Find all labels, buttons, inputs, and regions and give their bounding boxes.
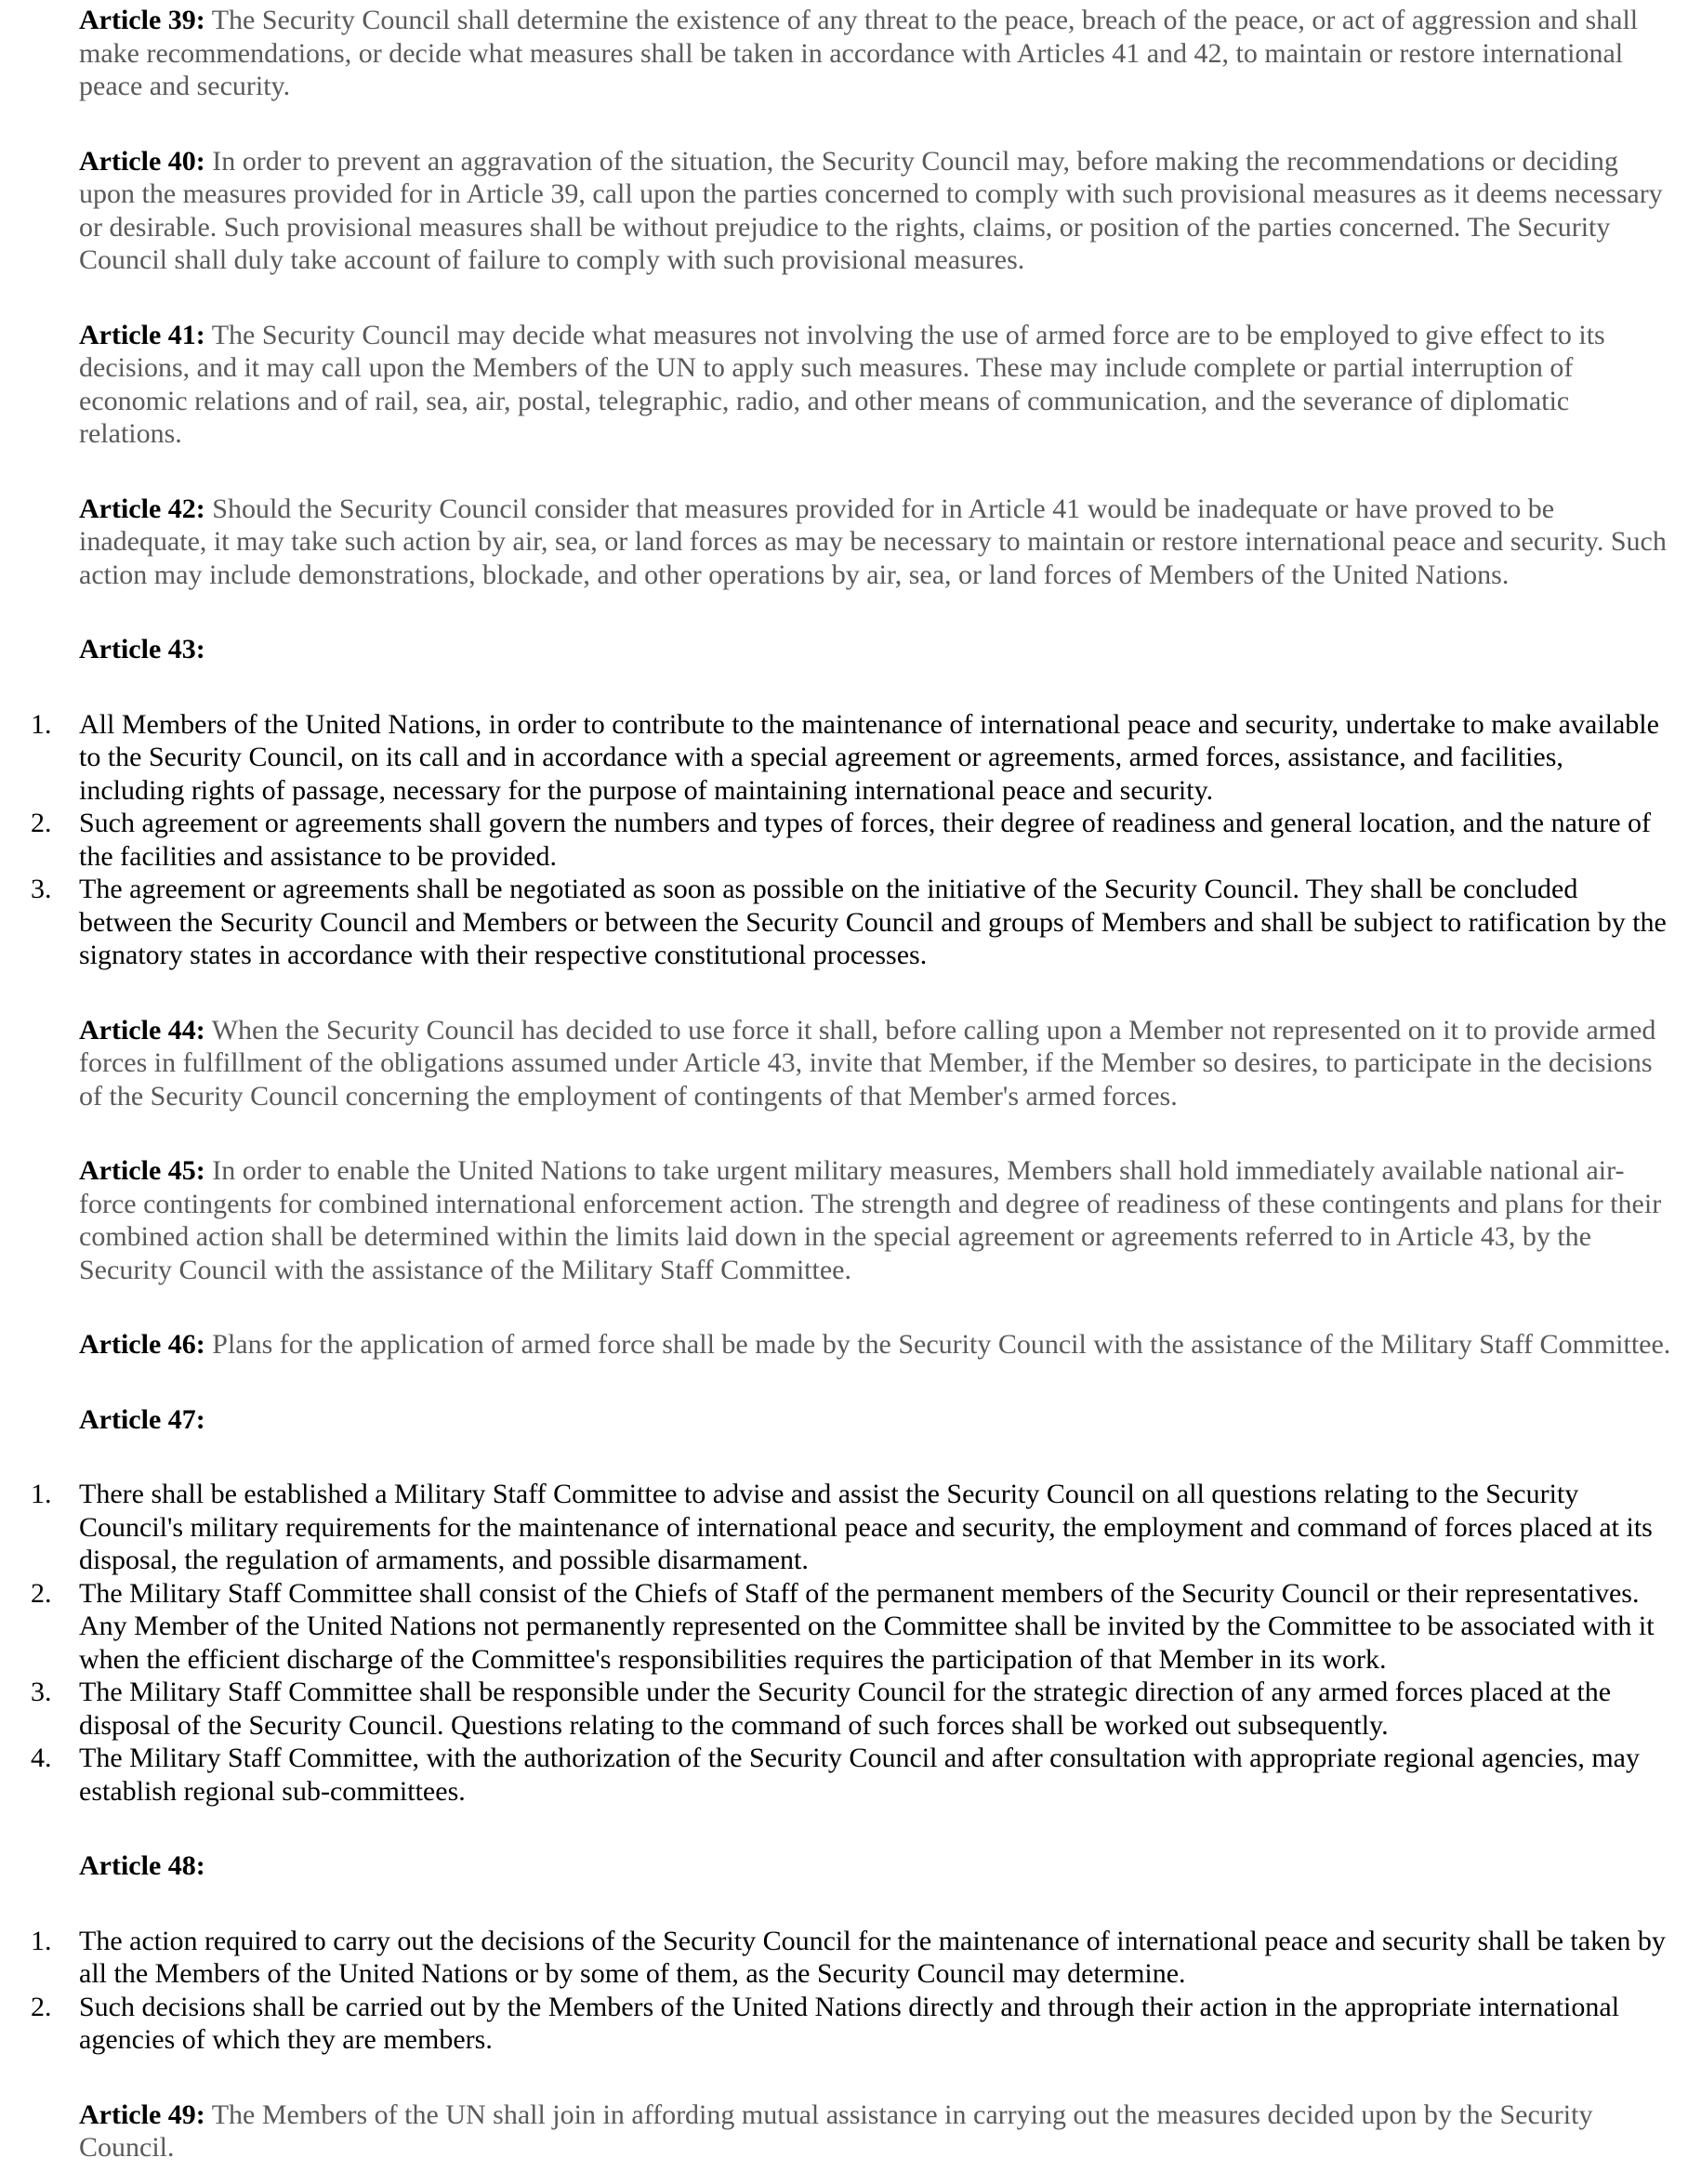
article-48-item-2-text: Such decisions shall be carried out by the Members of the United Nations directly and through their action in the appropriate international agencies of which they are members. bbox=[79, 1991, 1620, 2055]
article-42-paragraph bbox=[79, 493, 1671, 592]
article-49-label: Article 49: bbox=[79, 2098, 205, 2130]
article-45-text: In order to enable the United Nations to take urgent military measures, Members shall hold immediately available national air-force contingents for combined international enforcement action. The strength and degree of readiness of these contingents and plans for their combined action shall be determined within the limits laid down in the special agreement or agreements referred to in Article 43, by the Security Council with the assistance of the Military Staff Committee. bbox=[79, 1155, 1662, 1285]
article-45-label: Article 45: bbox=[79, 1155, 205, 1186]
article-47-item-1 bbox=[31, 1478, 1671, 1577]
article-41-text: The Security Council may decide what measures not involving the use of armed force are to be employed to give effect to its decisions, and it may call upon the Members of the UN to apply such measures. These may include complete or partial interruption of economic relations and of rail, sea, air, postal, telegraphic, radio, and other means of communication, and the severance of diplomatic relations. bbox=[79, 319, 1605, 449]
article-47-item-3-number: 3. bbox=[31, 1677, 52, 1707]
article-46-paragraph bbox=[79, 1328, 1671, 1362]
article-43-list bbox=[31, 708, 1671, 972]
article-43-heading bbox=[79, 633, 1671, 666]
article-41-paragraph bbox=[79, 319, 1671, 451]
article-47-item-3-text: The Military Staff Committee shall be responsible under the Security Council for the strategic direction of any armed forces placed at the disposal of the Security Council. Questions relating to the command of such forces shall be worked out subsequently. bbox=[79, 1677, 1612, 1741]
article-48-list bbox=[31, 1925, 1671, 2057]
article-49-text: The Members of the UN shall join in affording mutual assistance in carrying out the measures decided upon by the Security Council. bbox=[79, 2098, 1593, 2163]
article-47-heading bbox=[79, 1403, 1671, 1437]
article-40-paragraph bbox=[79, 145, 1671, 277]
article-46-text: Plans for the application of armed force shall be made by the Security Council with the assistance of the Military Staff Committee. bbox=[212, 1329, 1671, 1360]
article-47-item-1-text: There shall be established a Military Staff Committee to advise and assist the Security Council on all questions relating to the Security Council's military requirements for the maintenance of international peace and security, the employment and command of forces placed at its disposal, the regulation of armaments, and possible disarmament. bbox=[79, 1479, 1653, 1575]
article-48-item-1-text: The action required to carry out the decisions of the Security Council for the maintenance of international peace and security shall be taken by all the Members of the United Nations or by some of them, as the Security Council may determine. bbox=[79, 1925, 1666, 1989]
article-48-item-2-number: 2. bbox=[31, 1991, 52, 2022]
article-46-label: Article 46: bbox=[79, 1329, 205, 1360]
article-43-item-1-text: All Members of the United Nations, in order to contribute to the maintenance of international peace and security, undertake to make available to the Security Council, on its call and in accordance with a special agreement or agreements, armed forces, assistance, and facilities, including rights of passage, necessary for the purpose of maintaining international peace and security. bbox=[79, 708, 1659, 806]
article-47-item-4-text: The Military Staff Committee, with the authorization of the Security Council and after consultation with appropriate regional agencies, may establish regional sub-committees. bbox=[79, 1743, 1640, 1807]
article-47-label: Article 47: bbox=[79, 1403, 205, 1435]
article-43-item-3-number: 3. bbox=[31, 874, 52, 904]
article-43-item-1 bbox=[31, 708, 1671, 808]
article-39-text: The Security Council shall determine the existence of any threat to the peace, breach of the peace, or act of aggression and shall make recommendations, or decide what measures shall be taken in accordance with Articles 41 and 42, to maintain or restore international peace and security. bbox=[79, 5, 1639, 101]
article-42-label: Article 42: bbox=[79, 493, 205, 524]
article-41-label: Article 41: bbox=[79, 319, 205, 350]
article-48-label: Article 48: bbox=[79, 1850, 205, 1881]
article-47-item-4 bbox=[31, 1742, 1671, 1808]
article-44-text: When the Security Council has decided to use force it shall, before calling upon a Member not represented on it to provide armed forces in fulfillment of the obligations assumed under Article 43, invite that Member, if the Member so desires, to participate in the decisions of the Security Council concerning the employment of contingents of that Member's armed forces. bbox=[79, 1014, 1656, 1112]
article-47-item-2-text: The Military Staff Committee shall consist of the Chiefs of Staff of the permanent members of the Security Council or their representatives. Any Member of the United Nations not permanently represented on the Committee shall be invited by the Committee to be associated with it when the efficient discharge of the Committee's responsibilities requires the participation of that Member in its work. bbox=[79, 1577, 1655, 1675]
article-40-text: In order to prevent an aggravation of the situation, the Security Council may, before making the recommendations or deciding upon the measures provided for in Article 39, call upon the parties concerned to comply with such provisional measures as it deems necessary or desirable. Such provisional measures shall be without prejudice to the rights, claims, or position of the parties concerned. The Security Council shall duly take account of failure to comply with such provisional measures. bbox=[79, 145, 1663, 275]
article-47-item-2-number: 2. bbox=[31, 1577, 52, 1609]
article-49-paragraph bbox=[79, 2098, 1671, 2164]
article-47-list bbox=[31, 1478, 1671, 1808]
article-43-item-3 bbox=[31, 873, 1671, 972]
article-44-paragraph bbox=[79, 1014, 1671, 1113]
article-43-item-1-number: 1. bbox=[31, 708, 52, 740]
article-48-item-1-number: 1. bbox=[31, 1925, 52, 1956]
article-44-label: Article 44: bbox=[79, 1014, 205, 1046]
article-47-item-1-number: 1. bbox=[31, 1479, 52, 1509]
article-48-heading bbox=[79, 1849, 1671, 1883]
article-45-paragraph bbox=[79, 1154, 1671, 1286]
article-39-paragraph bbox=[79, 4, 1671, 103]
article-42-text: Should the Security Council consider that measures provided for in Article 41 would be inadequate or have proved to be inadequate, it may take such action by air, sea, or land forces as may be necessary to maintain or restore international peace and security. Such action may include demonstrations, blockade, and other operations by air, sea, or land forces of Members of the United Nations. bbox=[79, 493, 1667, 590]
article-43-label: Article 43: bbox=[79, 634, 205, 664]
article-43-item-2-text: Such agreement or agreements shall govern the numbers and types of forces, their degree of readiness and general location, and the nature of the facilities and assistance to be provided. bbox=[79, 808, 1652, 872]
article-48-item-1 bbox=[31, 1925, 1671, 1991]
article-47-item-2 bbox=[31, 1577, 1671, 1677]
article-43-item-2-number: 2. bbox=[31, 808, 52, 838]
article-48-item-2 bbox=[31, 1991, 1671, 2057]
article-47-item-3 bbox=[31, 1676, 1671, 1742]
article-40-label: Article 40: bbox=[79, 145, 205, 177]
article-43-item-2 bbox=[31, 807, 1671, 873]
article-39-label: Article 39: bbox=[79, 5, 205, 35]
article-43-item-3-text: The agreement or agreements shall be negotiated as soon as possible on the initiative of the Security Council. They shall be concluded between the Security Council and Members or between the Security Council and groups of Members and shall be subject to ratification by the signatory states in accordance with their respective constitutional processes. bbox=[79, 874, 1667, 970]
article-47-item-4-number: 4. bbox=[31, 1743, 52, 1773]
